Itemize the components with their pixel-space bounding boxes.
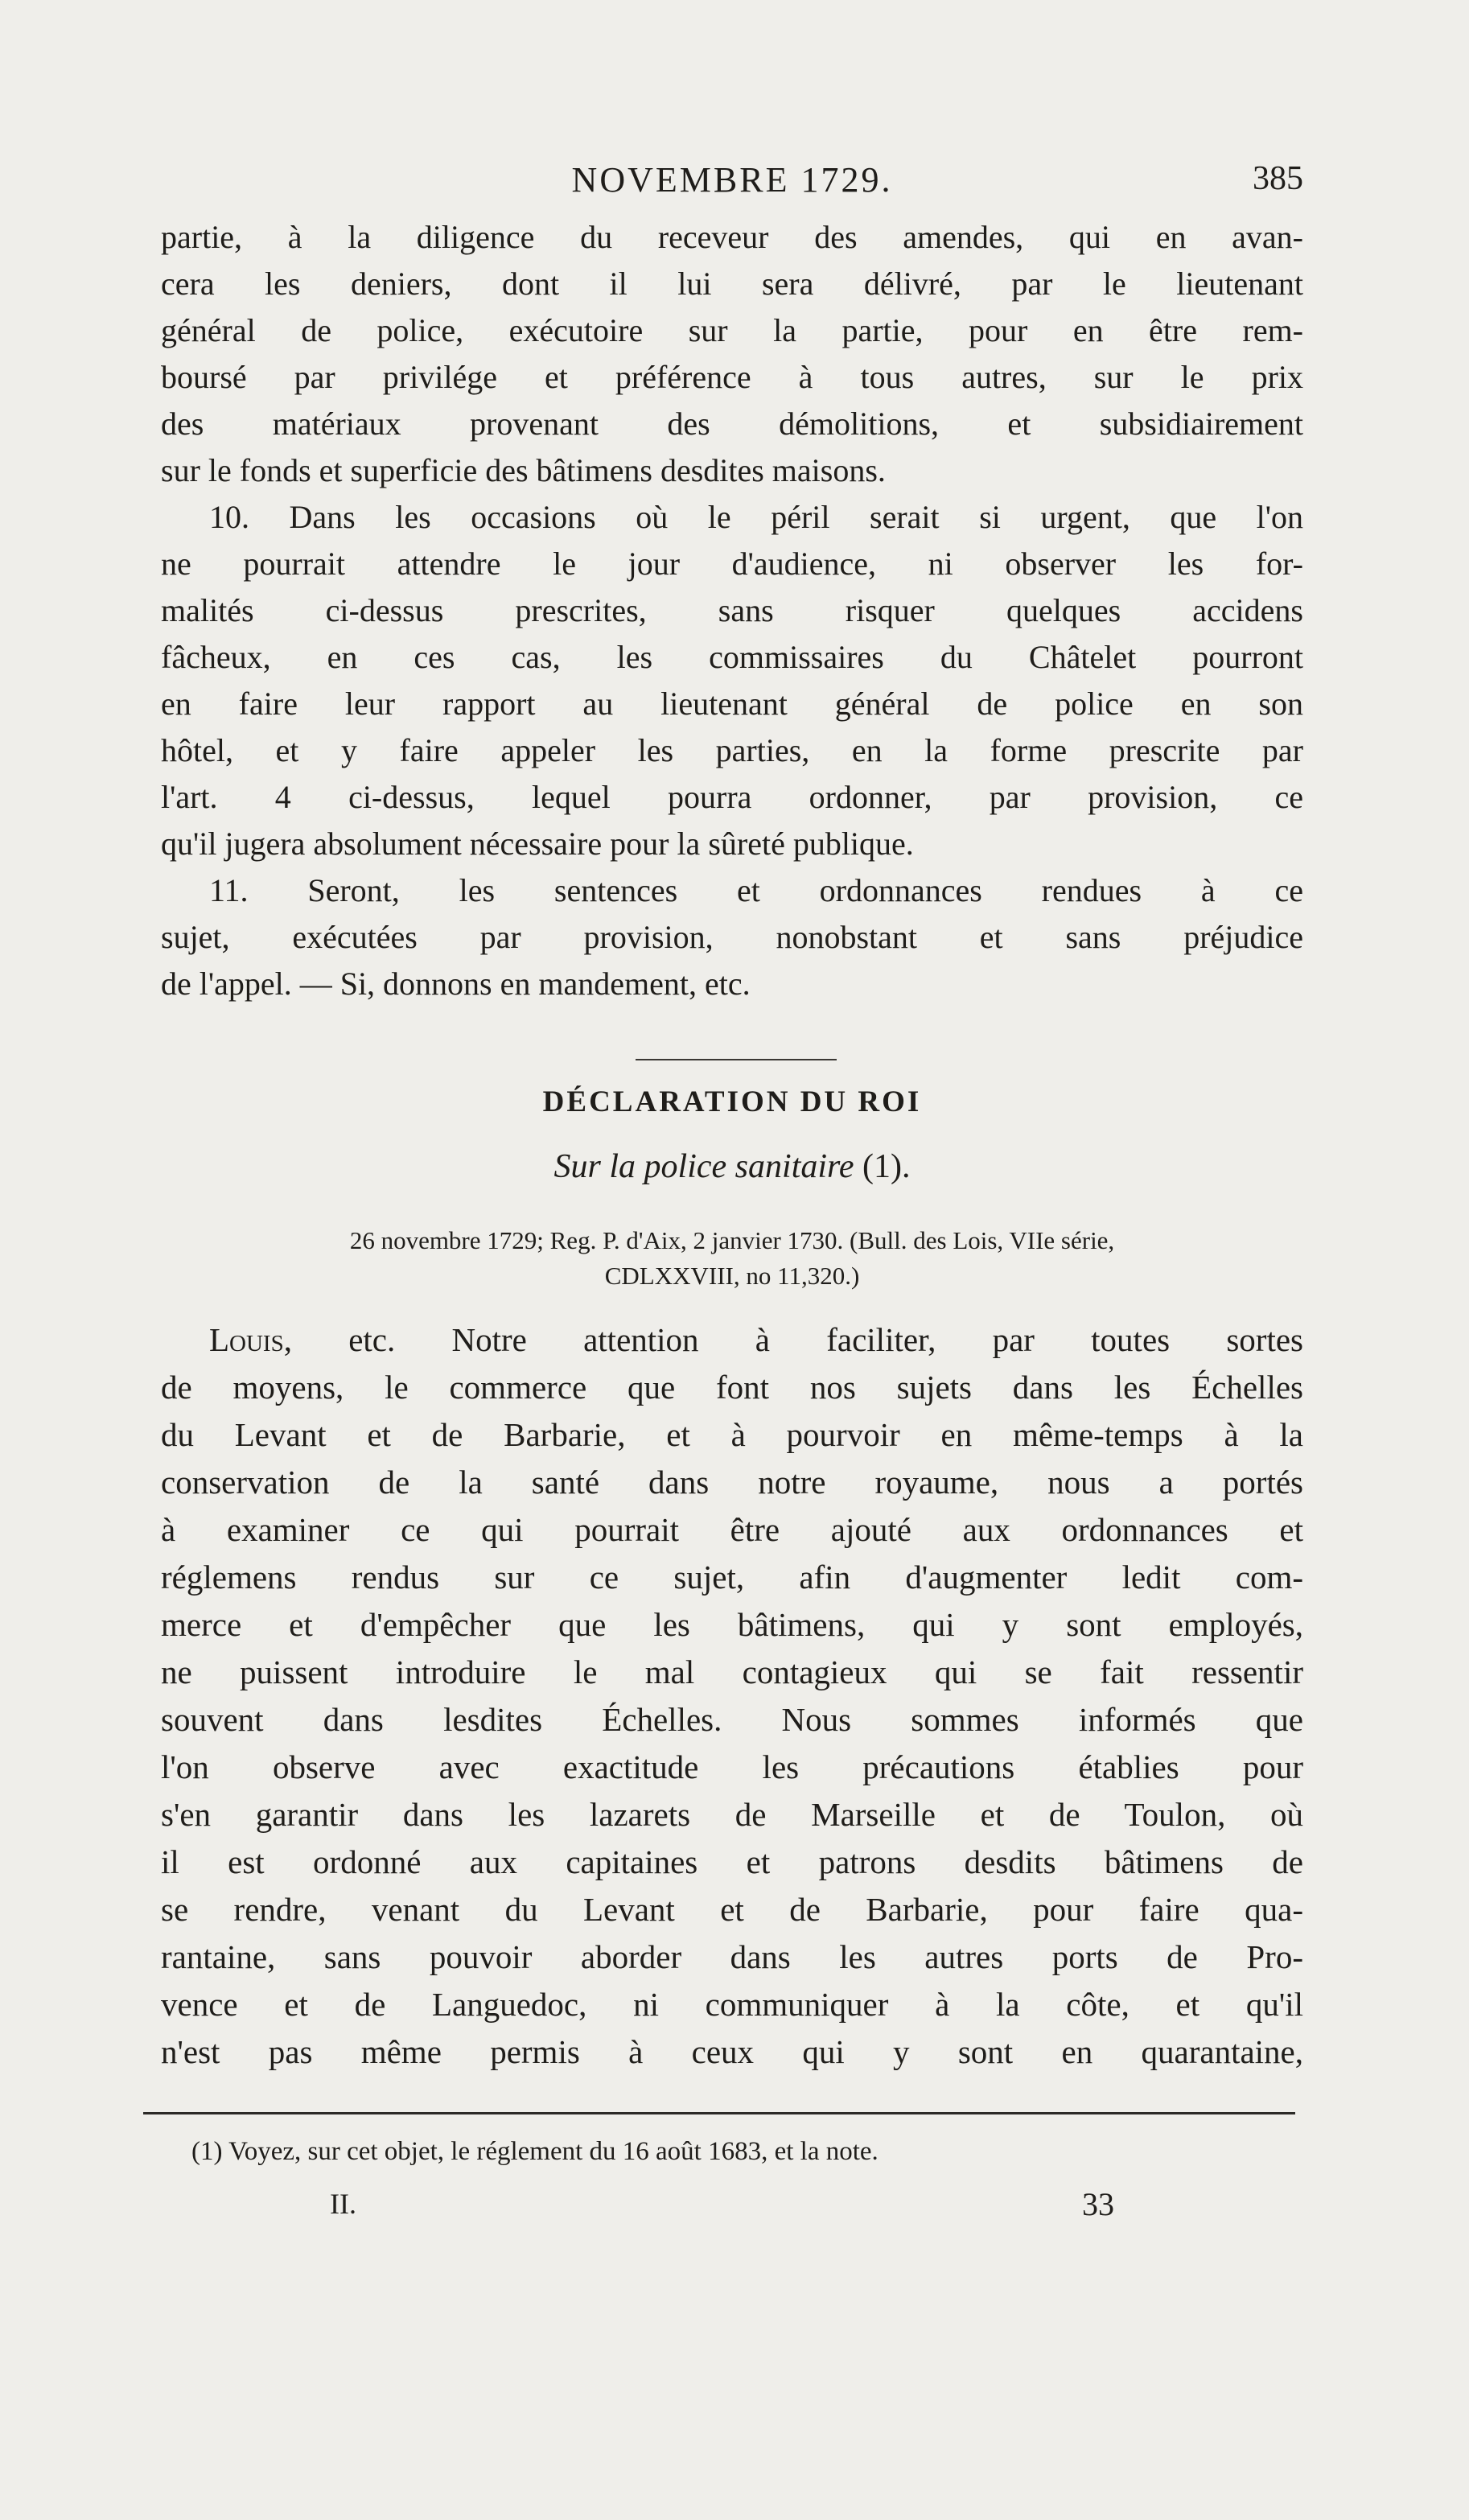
text-line: malités ci-dessus prescrites, sans risquer quelques accidens xyxy=(161,592,1303,628)
section-divider xyxy=(636,1059,837,1060)
text-line: conservation de la santé dans notre royaume, nous a portés xyxy=(161,1464,1303,1501)
text-line: boursé par privilége et préférence à tous autres, sur le prix xyxy=(161,359,1303,395)
sheet-number: 33 xyxy=(1082,2186,1114,2222)
text-line: fâcheux, en ces cas, les commissaires du Châtelet pourront xyxy=(161,639,1303,675)
text-line: ne puissent introduire le mal contagieux qui se fait ressentir xyxy=(161,1653,1303,1690)
text-line: général de police, exécutoire sur la partie, pour en être rem- xyxy=(161,312,1303,348)
text-line: merce et d'empêcher que les bâtimens, qui y sont employés, xyxy=(161,1606,1303,1643)
signature-mark: II. xyxy=(330,2188,356,2220)
source-line-2: CDLXXVIII, no 11,320.) xyxy=(604,1262,860,1290)
text-line: souvent dans lesdites Échelles. Nous sommes informés que xyxy=(161,1701,1303,1738)
text-line: ne pourrait attendre le jour d'audience, ni observer les for- xyxy=(161,546,1303,582)
text-line: il est ordonné aux capitaines et patrons desdits bâtimens de xyxy=(161,1843,1303,1880)
footnote-rule xyxy=(143,2112,1295,2114)
text-line: de moyens, le commerce que font nos sujets dans les Échelles xyxy=(161,1369,1303,1406)
text-line: s'en garantir dans les lazarets de Marseille et de Toulon, où xyxy=(161,1796,1303,1833)
text-line: l'art. 4 ci-dessus, lequel pourra ordonner, par provision, ce xyxy=(161,779,1303,815)
text-line: vence et de Languedoc, ni communiquer à la côte, et qu'il xyxy=(161,1986,1303,2023)
text-line: partie, à la diligence du receveur des amendes, qui en avan- xyxy=(161,219,1303,255)
declaration-title: DÉCLARATION DU ROI xyxy=(542,1085,922,1118)
text-line: hôtel, et y faire appeler les parties, en la forme prescrite par xyxy=(161,732,1303,768)
running-head xyxy=(161,159,1303,208)
text-line: sur le fonds et superficie des bâtimens desdites maisons. xyxy=(161,452,886,488)
running-head-title: NOVEMBRE 1729. xyxy=(571,160,893,200)
text-line: réglemens rendus sur ce sujet, afin d'augmenter ledit com- xyxy=(161,1559,1303,1596)
declaration-subtitle xyxy=(161,1147,1303,1186)
text-line: se rendre, venant du Levant et de Barbarie, pour faire qua- xyxy=(161,1891,1303,1928)
text-line: à examiner ce qui pourrait être ajouté aux ordonnances et xyxy=(161,1511,1303,1548)
footnote: (1) Voyez, sur cet objet, le réglement du 16 août 1683, et la note. xyxy=(191,2137,879,2166)
text-line: qu'il jugera absolument nécessaire pour la sûreté publique. xyxy=(161,826,914,862)
text-line: cera les deniers, dont il lui sera délivré, par le lieutenant xyxy=(161,266,1303,302)
text-line: l'on observe avec exactitude les précautions établies pour xyxy=(161,1748,1303,1785)
text-line: 11. Seront, les sentences et ordonnances rendues à ce xyxy=(209,872,1303,908)
text-line: en faire leur rapport au lieutenant général de police en son xyxy=(161,686,1303,722)
text-line-rest: , etc. Notre attention à faciliter, par toutes sortes xyxy=(283,1321,1303,1358)
page-number: 385 xyxy=(1253,160,1303,197)
footnote-reference: (1). xyxy=(862,1148,911,1185)
text-line: 10. Dans les occasions où le péril serait si urgent, que l'on xyxy=(209,499,1303,535)
text-line: n'est pas même permis à ceux qui y sont en quarantaine, xyxy=(161,2033,1303,2070)
source-citation xyxy=(161,1223,1303,1294)
text-line xyxy=(161,1316,1303,1364)
opening-word: Louis xyxy=(209,1321,284,1358)
text-line: de l'appel. — Si, donnons en mandement, etc. xyxy=(161,966,751,1002)
text-line: sujet, exécutées par provision, nonobstant et sans préjudice xyxy=(161,919,1303,955)
body-text-top xyxy=(161,214,1303,1007)
subtitle-text: Sur la police sanitaire xyxy=(553,1148,854,1185)
text-line: rantaine, sans pouvoir aborder dans les autres ports de Pro- xyxy=(161,1938,1303,1975)
source-line-1: 26 novembre 1729; Reg. P. d'Aix, 2 janvier 1730. (Bull. des Lois, VIIe série, xyxy=(349,1226,1115,1254)
text-line: du Levant et de Barbarie, et à pourvoir en même-temps à la xyxy=(161,1416,1303,1453)
body-text-declaration xyxy=(161,1316,1303,2076)
text-line: des matériaux provenant des démolitions, et subsidiairement xyxy=(161,406,1303,442)
